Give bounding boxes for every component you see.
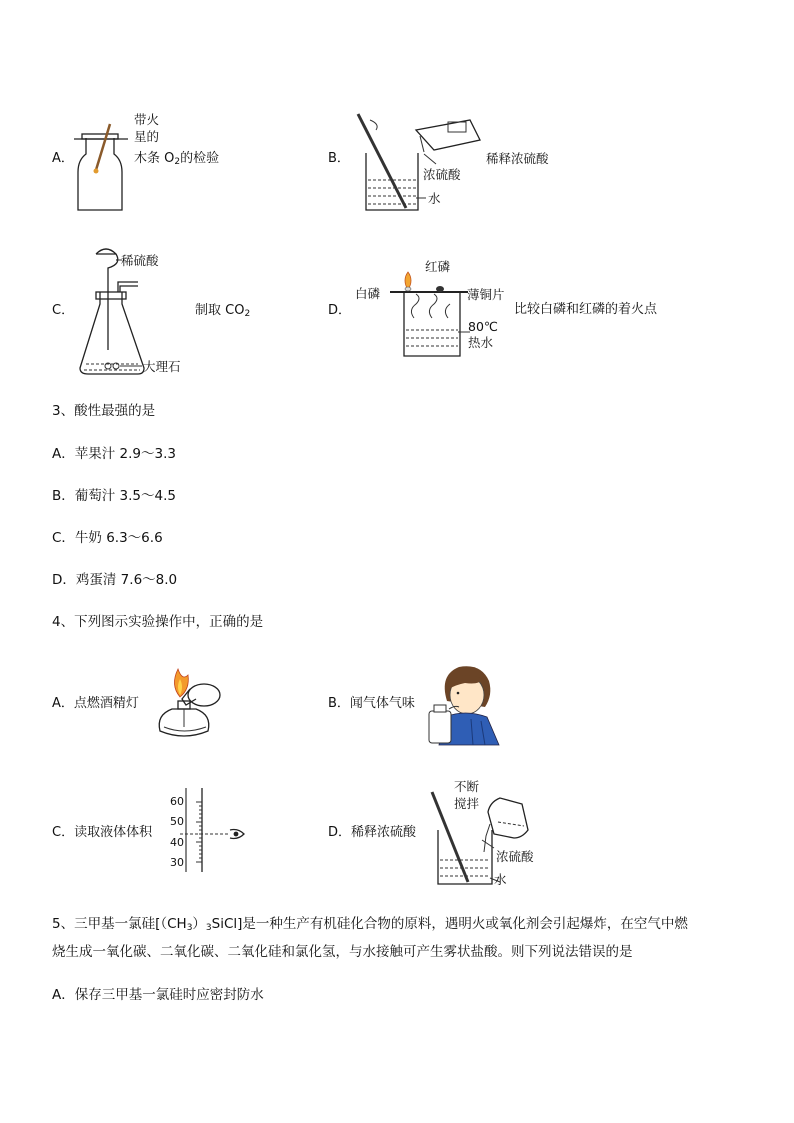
q4-option-d: D．稀释浓硫酸 — [328, 825, 417, 840]
q5-option-a: A．保存三甲基一氯硅时应密封防水 — [52, 987, 264, 1003]
q4-option-c: C．读取液体体积 — [52, 825, 153, 840]
q5-stem-line2: 烧生成一氧化碳、二氧化碳、二氧化硅和氯化氢，与水接触可产生雾状盐酸。则下列说法错误的是 — [52, 944, 633, 960]
tick-50: 50 — [170, 815, 184, 828]
c-marble-label: 大理石 — [143, 359, 181, 374]
q3-stem: 3、酸性最强的是 — [52, 403, 156, 419]
q2-option-b-label: B． — [328, 151, 350, 166]
tick-40: 40 — [170, 836, 184, 849]
stir-label-2: 搅拌 — [454, 796, 480, 811]
q3-option-c: C．牛奶 6.3～6.6 — [52, 530, 163, 546]
b-acid-label: 浓硫酸 — [423, 167, 461, 182]
d4-acid-label: 浓硫酸 — [496, 849, 534, 864]
q4-stem: 4、下列图示实验操作中，正确的是 — [52, 614, 264, 630]
d-copper-label: 薄铜片 — [467, 287, 505, 302]
dilute-acid-stir-figure — [428, 790, 538, 890]
smell-gas-figure — [425, 655, 505, 747]
d-white-p-label: 白磷 — [355, 286, 381, 301]
d-temp-label: 80℃ — [468, 319, 498, 334]
dilute-acid-beaker-figure — [350, 108, 490, 218]
d4-water-label: 水 — [494, 872, 507, 887]
gas-bottle-splint-figure — [72, 120, 132, 215]
c-acid-label: 稀硫酸 — [121, 253, 159, 268]
splint-annotation-1: 带火 — [134, 112, 160, 127]
b-right-label: 稀释浓硫酸 — [486, 151, 549, 166]
q4-option-b: B．闻气体气味 — [328, 696, 415, 711]
q5-stem-line1: 5、三甲基一氯硅$[(CH_3)_3SiCl]$是一种生产有机硅化合物的原料，遇明火或氧化剂会引起爆炸，在空气中燃 — [52, 916, 688, 933]
alcohol-lamp-figure — [150, 655, 230, 745]
stir-label-1: 不断 — [454, 779, 480, 794]
q2-option-c-text: 制取 $CO_2$ — [195, 303, 251, 319]
q3-option-b: B．葡萄汁 3.5～4.5 — [52, 488, 176, 504]
d-hot-water-label: 热水 — [468, 335, 494, 350]
q2-option-d-label: D． — [328, 303, 352, 318]
d-red-p-label: 红磷 — [425, 259, 451, 274]
ignition-point-figure — [390, 268, 480, 363]
q2-option-a-label: A． — [52, 151, 74, 166]
tick-60: 60 — [170, 795, 184, 808]
q2-option-d-text: 比较白磷和红磷的着火点 — [514, 302, 658, 317]
q3-option-d: D．鸡蛋清 7.6～8.0 — [52, 572, 178, 588]
b-water-label: 水 — [428, 191, 441, 206]
tick-30: 30 — [170, 856, 184, 869]
splint-annotation-2: 星的 — [134, 129, 160, 144]
q2-option-a-text: 木条 $O_2$的检验 — [134, 151, 220, 167]
q3-option-a: A．苹果汁 2.9～3.3 — [52, 446, 176, 462]
q4-option-a: A．点燃酒精灯 — [52, 696, 139, 711]
q2-option-c-label: C． — [52, 303, 75, 318]
